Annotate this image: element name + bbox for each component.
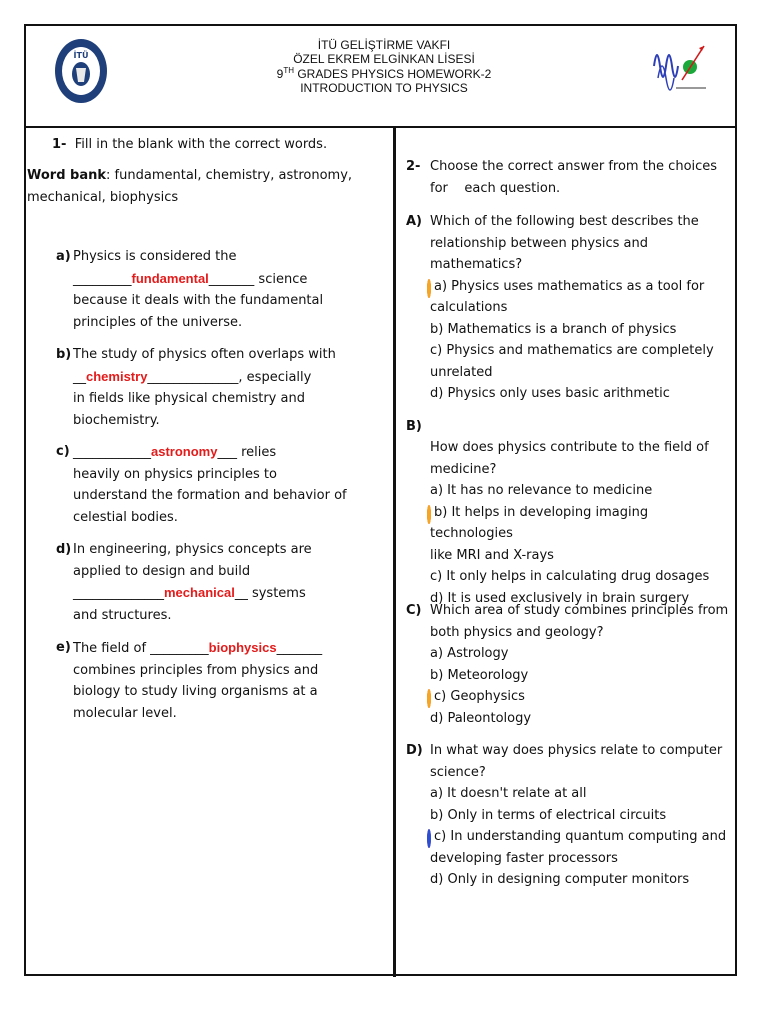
word-bank (27, 165, 387, 208)
blank-question-e (56, 637, 71, 659)
option-d[interactable]: d) It is used exclusively in brain surgery (430, 590, 690, 606)
option-text: It helps in developing imaging technologies (430, 504, 649, 541)
blank-question-b (56, 344, 71, 366)
answer-biophysics: biophysics (208, 640, 277, 655)
option-d[interactable]: d) Physics only uses basic arithmetic (430, 386, 670, 401)
option-c[interactable]: c) Physics and mathematics are completely (430, 343, 714, 358)
blank-question-e-body (73, 637, 373, 724)
blank-line: __ systems (234, 586, 306, 601)
question-text: Which of the following best describes the (430, 214, 699, 229)
option-letter: c) (434, 829, 447, 844)
item-label: e) (56, 640, 71, 655)
header-school: ÖZEL EKREM ELGİNKAN LİSESİ (293, 52, 475, 67)
option-c[interactable]: c) It only helps in calculating drug dosages (430, 569, 710, 584)
question-1-text: Fill in the blank with the correct words. (74, 137, 328, 152)
option-b[interactable]: b) Meteorology (430, 667, 529, 683)
option-text: Geophysics (446, 689, 525, 704)
blank-question-b-body (73, 344, 373, 431)
item-label: A) (406, 214, 423, 229)
item-text: biology to study living organisms at a (73, 684, 318, 699)
header-topic: INTRODUCTION TO PHYSICS (300, 80, 468, 95)
blank-line: __ (73, 369, 86, 385)
question-number: 1- (52, 137, 67, 152)
option-letter: b) (434, 504, 448, 520)
option-b-selected[interactable] (430, 502, 735, 545)
question-text: In what way does physics relate to computer (430, 743, 723, 758)
blank-question-a-body (73, 246, 373, 333)
option-c-selected[interactable] (430, 686, 735, 708)
logo-text: İTÜ (73, 51, 89, 60)
item-text: understand the formation and behavior of (73, 488, 347, 503)
mc-question-D (430, 740, 735, 891)
option-letter: c) (434, 689, 447, 704)
mc-question-A (430, 211, 735, 405)
answer-chemistry: chemistry (86, 368, 148, 384)
item-text: combines principles from physics and (73, 662, 319, 678)
option-b[interactable]: b) Mathematics is a branch of physics (430, 321, 677, 337)
option-text: like MRI and X-rays (430, 547, 554, 563)
item-text: in fields like physical chemistry and (73, 391, 305, 406)
blank-question-a (56, 246, 71, 268)
blank-question-c (56, 441, 70, 463)
mc-question-B-label (406, 416, 422, 438)
question-text: relationship between physics and (430, 235, 648, 251)
question-text: mathematics? (430, 257, 523, 272)
item-label: D) (406, 743, 423, 758)
blank-question-c-body (73, 441, 373, 528)
question-1-heading (52, 134, 327, 156)
item-text: molecular level. (73, 705, 177, 721)
item-label: C) (406, 603, 422, 618)
question-number: 2- (406, 159, 421, 174)
header-foundation: İTÜ GELİŞTİRME VAKFI (317, 38, 451, 52)
word-bank-label: Word bank (27, 168, 107, 183)
physics-logo (652, 40, 710, 92)
word-bank-line-1: : fundamental, chemistry, astronomy, (106, 168, 353, 183)
question-2-heading (430, 156, 735, 199)
question-2-text: for each question. (430, 180, 561, 196)
option-a[interactable]: a) It has no relevance to medicine (430, 483, 653, 498)
item-text: because it deals with the fundamental (73, 293, 324, 308)
mc-question-C-label (406, 600, 421, 622)
blank-line: ______________, especially (147, 369, 312, 385)
blank-line: ____________ (73, 445, 151, 460)
answer-astronomy: astronomy (151, 444, 218, 459)
answer-fundamental: fundamental (131, 270, 209, 286)
question-text: science? (430, 764, 486, 780)
column-divider (393, 127, 396, 977)
option-letter: a) (434, 278, 448, 294)
question-2-number (406, 156, 420, 178)
header-divider (24, 126, 737, 128)
mc-question-A-label (406, 211, 422, 233)
option-text: unrelated (430, 364, 493, 380)
answer-mark (427, 279, 431, 298)
homework-title: GRADES PHYSICS HOMEWORK-2 (293, 66, 492, 81)
blank-line: ___ relies (217, 445, 277, 460)
question-text: medicine? (430, 461, 497, 477)
blank-line: The field of _________ (73, 641, 209, 656)
item-text: Physics is considered the (73, 249, 237, 264)
item-text: In engineering, physics concepts are (73, 542, 312, 557)
item-label: B) (406, 419, 422, 434)
answer-mark (427, 689, 431, 708)
option-d[interactable]: d) Only in designing computer monitors (430, 872, 690, 887)
blank-line: _______ (276, 641, 323, 656)
option-c-selected[interactable] (430, 826, 735, 848)
item-label: a) (56, 249, 71, 264)
option-a[interactable]: a) It doesn't relate at all (430, 786, 587, 801)
item-text: The study of physics often overlaps with (73, 347, 336, 362)
item-text: applied to design and build (73, 563, 251, 579)
question-text: Which area of study combines principles from (430, 603, 729, 618)
header-homework (200, 67, 568, 81)
option-text: Physics uses mathematics as a tool for (447, 278, 705, 294)
option-text: developing faster processors (430, 850, 618, 866)
option-text: In understanding quantum computing and (446, 829, 727, 844)
option-a[interactable]: a) Astrology (430, 646, 509, 661)
item-label: c) (56, 444, 70, 459)
answer-mark (427, 505, 431, 524)
grade-number: 9 (276, 66, 284, 81)
question-2-text: Choose the correct answer from the choices (430, 159, 718, 174)
item-label: d) (56, 542, 72, 557)
word-bank-line-2: mechanical, biophysics (27, 189, 179, 205)
option-a-selected[interactable] (430, 276, 735, 298)
answer-mark (427, 829, 431, 848)
option-text: calculations (430, 300, 508, 315)
blank-line: _______ science (208, 271, 308, 287)
mc-question-C (430, 600, 735, 729)
option-b[interactable]: b) Only in terms of electrical circuits (430, 807, 667, 823)
answer-mechanical: mechanical (164, 585, 235, 600)
blank-question-d-body (73, 539, 373, 626)
blank-line: _________ (73, 271, 132, 287)
item-text: celestial bodies. (73, 509, 178, 525)
question-text: both physics and geology? (430, 624, 604, 640)
item-text: biochemistry. (73, 412, 160, 428)
grade-suffix: TH (283, 65, 294, 75)
item-text: principles of the universe. (73, 314, 243, 330)
item-text: heavily on physics principles to (73, 466, 277, 482)
mc-question-B (430, 437, 735, 609)
document-header (200, 38, 568, 95)
blank-line: ______________ (73, 586, 164, 601)
question-text: How does physics contribute to the field of (430, 440, 709, 455)
item-label: b) (56, 347, 72, 362)
school-logo (54, 38, 108, 104)
item-text: and structures. (73, 607, 172, 623)
option-d[interactable]: d) Paleontology (430, 710, 532, 726)
mc-question-D-label (406, 740, 423, 762)
blank-question-d (56, 539, 71, 561)
